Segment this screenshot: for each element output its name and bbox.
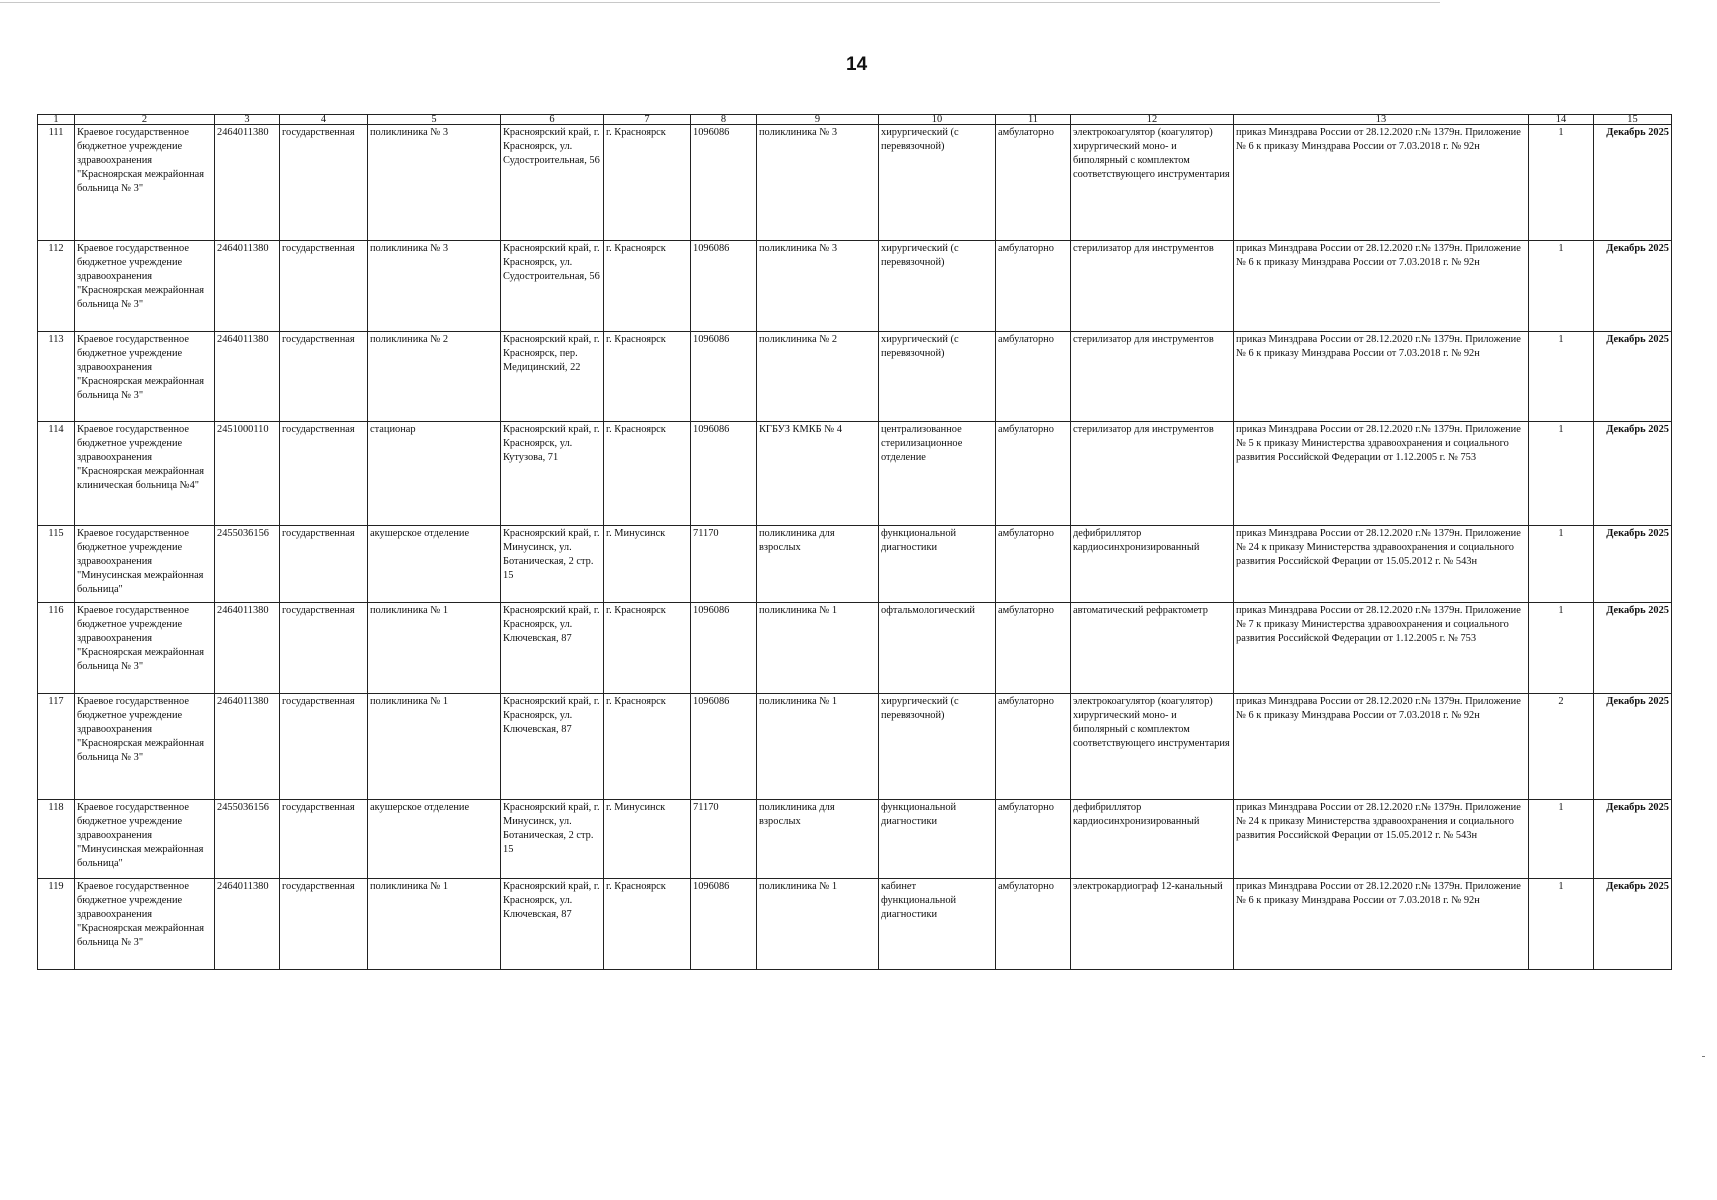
inn-code-cell: 2464011380 [215,694,280,800]
equipment-name-cell: электрокоагулятор (коагулятор) хирургический моно- и биполярный с комплектом соответствующего инструментария [1071,125,1234,241]
city-cell: г. Красноярск [604,125,691,241]
cabinet-type-cell: хирургический (с перевязочной) [879,125,996,241]
unit-name-cell: поликлиника № 3 [757,241,879,332]
equipment-name-cell: стерилизатор для инструментов [1071,332,1234,422]
header-cell: 7 [604,115,691,125]
division-name-cell: поликлиника № 3 [368,241,501,332]
table-row [38,694,1672,800]
division-name-cell: поликлиника № 1 [368,694,501,800]
inn-code-cell: 2464011380 [215,332,280,422]
legal-basis-cell: приказ Минздрава России от 28.12.2020 г.№ 1379н. Приложение № 5 к приказу Министерства здравоохранения и социального развития Российской Федерации от 1.12.2005 г. № 753 [1234,422,1529,526]
unit-name-cell: поликлиника для взрослых [757,526,879,603]
ownership-form-cell: государственная [280,241,368,332]
address-cell: Красноярский край, г. Красноярск, ул. Судостроительная, 56 [501,241,604,332]
organization-name-cell: Краевое государственное бюджетное учреждение здравоохранения "Красноярская межрайонная больница № 3" [75,241,215,332]
cabinet-type-cell: хирургический (с перевязочной) [879,694,996,800]
row-number-cell: 116 [38,603,75,694]
organization-name-cell: Краевое государственное бюджетное учреждение здравоохранения "Минусинская межрайонная больница" [75,526,215,603]
legal-basis-cell: приказ Минздрава России от 28.12.2020 г.№ 1379н. Приложение № 24 к приказу Министерства здравоохранения и социального развития Российской Ферации от 15.05.2012 г. № 543н [1234,800,1529,879]
deadline-cell: Декабрь 2025 [1594,422,1672,526]
population-cell: 1096086 [691,694,757,800]
organization-name-cell: Краевое государственное бюджетное учреждение здравоохранения "Красноярская межрайонная больница № 3" [75,879,215,970]
city-cell: г. Красноярск [604,694,691,800]
ownership-form-cell: государственная [280,800,368,879]
city-cell: г. Минусинск [604,800,691,879]
organization-name-cell: Краевое государственное бюджетное учреждение здравоохранения "Красноярская межрайонная больница № 3" [75,125,215,241]
city-cell: г. Красноярск [604,422,691,526]
header-cell: 5 [368,115,501,125]
inn-code-cell: 2464011380 [215,603,280,694]
header-cell: 3 [215,115,280,125]
ownership-form-cell: государственная [280,422,368,526]
deadline-cell: Декабрь 2025 [1594,125,1672,241]
care-mode-cell: амбулаторно [996,241,1071,332]
legal-basis-cell: приказ Минздрава России от 28.12.2020 г.№ 1379н. Приложение № 6 к приказу Минздрава России от 7.03.2018 г. № 92н [1234,332,1529,422]
cabinet-type-cell: функциональной диагностики [879,800,996,879]
inn-code-cell: 2464011380 [215,241,280,332]
deadline-cell: Декабрь 2025 [1594,526,1672,603]
care-mode-cell: амбулаторно [996,422,1071,526]
address-cell: Красноярский край, г. Красноярск, ул. Ключевская, 87 [501,603,604,694]
equipment-name-cell: электрокоагулятор (коагулятор) хирургический моно- и биполярный с комплектом соответствующего инструментария [1071,694,1234,800]
row-number-cell: 119 [38,879,75,970]
care-mode-cell: амбулаторно [996,603,1071,694]
city-cell: г. Красноярск [604,879,691,970]
table-row [38,241,1672,332]
quantity-cell: 1 [1529,422,1594,526]
city-cell: г. Красноярск [604,332,691,422]
row-number-cell: 118 [38,800,75,879]
population-cell: 1096086 [691,241,757,332]
equipment-name-cell: электрокардиограф 12-канальный [1071,879,1234,970]
population-cell: 71170 [691,526,757,603]
cabinet-type-cell: офтальмологический [879,603,996,694]
equipment-name-cell: дефибриллятор кардиосинхронизированный [1071,526,1234,603]
address-cell: Красноярский край, г. Красноярск, ул. Судостроительная, 56 [501,125,604,241]
table-row [38,800,1672,879]
deadline-cell: Декабрь 2025 [1594,332,1672,422]
care-mode-cell: амбулаторно [996,125,1071,241]
legal-basis-cell: приказ Минздрава России от 28.12.2020 г.№ 1379н. Приложение № 6 к приказу Минздрава России от 7.03.2018 г. № 92н [1234,879,1529,970]
division-name-cell: поликлиника № 2 [368,332,501,422]
legal-basis-cell: приказ Минздрава России от 28.12.2020 г.№ 1379н. Приложение № 24 к приказу Министерства здравоохранения и социального развития Российской Ферации от 15.05.2012 г. № 543н [1234,526,1529,603]
inn-code-cell: 2464011380 [215,879,280,970]
unit-name-cell: поликлиника № 3 [757,125,879,241]
deadline-cell: Декабрь 2025 [1594,241,1672,332]
city-cell: г. Красноярск [604,603,691,694]
equipment-table [37,114,1672,970]
ownership-form-cell: государственная [280,332,368,422]
address-cell: Красноярский край, г. Минусинск, ул. Ботаническая, 2 стр. 15 [501,800,604,879]
equipment-name-cell: автоматический рефрактометр [1071,603,1234,694]
header-cell: 15 [1594,115,1672,125]
deadline-cell: Декабрь 2025 [1594,800,1672,879]
population-cell: 1096086 [691,879,757,970]
unit-name-cell: КГБУЗ КМКБ № 4 [757,422,879,526]
equipment-name-cell: дефибриллятор кардиосинхронизированный [1071,800,1234,879]
row-number-cell: 114 [38,422,75,526]
division-name-cell: акушерское отделение [368,526,501,603]
row-number-cell: 115 [38,526,75,603]
ownership-form-cell: государственная [280,603,368,694]
quantity-cell: 1 [1529,800,1594,879]
row-number-cell: 112 [38,241,75,332]
quantity-cell: 1 [1529,241,1594,332]
header-cell: 13 [1234,115,1529,125]
header-cell: 2 [75,115,215,125]
legal-basis-cell: приказ Минздрава России от 28.12.2020 г.№ 1379н. Приложение № 7 к приказу Министерства здравоохранения и социального развития Российской Федерации от 1.12.2005 г. № 753 [1234,603,1529,694]
unit-name-cell: поликлиника № 1 [757,879,879,970]
quantity-cell: 1 [1529,879,1594,970]
header-cell: 10 [879,115,996,125]
address-cell: Красноярский край, г. Красноярск, пер. Медицинский, 22 [501,332,604,422]
care-mode-cell: амбулаторно [996,332,1071,422]
inn-code-cell: 2464011380 [215,125,280,241]
organization-name-cell: Краевое государственное бюджетное учреждение здравоохранения "Красноярская межрайонная больница № 3" [75,332,215,422]
column-number-row [38,115,1672,125]
city-cell: г. Красноярск [604,241,691,332]
header-cell: 6 [501,115,604,125]
table-row [38,879,1672,970]
unit-name-cell: поликлиника № 1 [757,694,879,800]
cabinet-type-cell: централизованное стерилизационное отделение [879,422,996,526]
care-mode-cell: амбулаторно [996,526,1071,603]
ownership-form-cell: государственная [280,526,368,603]
quantity-cell: 1 [1529,125,1594,241]
scan-dot [1702,1056,1705,1057]
page-number: 14 [846,54,868,75]
header-cell: 4 [280,115,368,125]
organization-name-cell: Краевое государственное бюджетное учреждение здравоохранения "Красноярская межрайонная клиническая больница №4" [75,422,215,526]
care-mode-cell: амбулаторно [996,879,1071,970]
population-cell: 71170 [691,800,757,879]
address-cell: Красноярский край, г. Минусинск, ул. Ботаническая, 2 стр. 15 [501,526,604,603]
legal-basis-cell: приказ Минздрава России от 28.12.2020 г.№ 1379н. Приложение № 6 к приказу Минздрава России от 7.03.2018 г. № 92н [1234,694,1529,800]
cabinet-type-cell: хирургический (с перевязочной) [879,241,996,332]
inn-code-cell: 2451000110 [215,422,280,526]
table-row [38,125,1672,241]
header-cell: 12 [1071,115,1234,125]
quantity-cell: 1 [1529,526,1594,603]
quantity-cell: 2 [1529,694,1594,800]
unit-name-cell: поликлиника № 2 [757,332,879,422]
cabinet-type-cell: кабинет функциональной диагностики [879,879,996,970]
cabinet-type-cell: хирургический (с перевязочной) [879,332,996,422]
ownership-form-cell: государственная [280,879,368,970]
organization-name-cell: Краевое государственное бюджетное учреждение здравоохранения "Красноярская межрайонная больница № 3" [75,603,215,694]
address-cell: Красноярский край, г. Красноярск, ул. Кутузова, 71 [501,422,604,526]
header-cell: 11 [996,115,1071,125]
population-cell: 1096086 [691,125,757,241]
ownership-form-cell: государственная [280,125,368,241]
top-scan-line [0,2,1440,3]
table-row [38,526,1672,603]
division-name-cell: поликлиника № 3 [368,125,501,241]
header-cell: 9 [757,115,879,125]
header-cell: 8 [691,115,757,125]
inn-code-cell: 2455036156 [215,526,280,603]
table-body [38,115,1672,970]
population-cell: 1096086 [691,603,757,694]
population-cell: 1096086 [691,422,757,526]
row-number-cell: 113 [38,332,75,422]
table-row [38,422,1672,526]
header-cell: 14 [1529,115,1594,125]
cabinet-type-cell: функциональной диагностики [879,526,996,603]
legal-basis-cell: приказ Минздрава России от 28.12.2020 г.№ 1379н. Приложение № 6 к приказу Минздрава России от 7.03.2018 г. № 92н [1234,125,1529,241]
deadline-cell: Декабрь 2025 [1594,879,1672,970]
legal-basis-cell: приказ Минздрава России от 28.12.2020 г.№ 1379н. Приложение № 6 к приказу Минздрава России от 7.03.2018 г. № 92н [1234,241,1529,332]
unit-name-cell: поликлиника № 1 [757,603,879,694]
division-name-cell: стационар [368,422,501,526]
row-number-cell: 117 [38,694,75,800]
table-row [38,332,1672,422]
quantity-cell: 1 [1529,603,1594,694]
care-mode-cell: амбулаторно [996,800,1071,879]
address-cell: Красноярский край, г. Красноярск, ул. Ключевская, 87 [501,694,604,800]
division-name-cell: поликлиника № 1 [368,603,501,694]
division-name-cell: акушерское отделение [368,800,501,879]
organization-name-cell: Краевое государственное бюджетное учреждение здравоохранения "Красноярская межрайонная больница № 3" [75,694,215,800]
header-cell: 1 [38,115,75,125]
equipment-name-cell: стерилизатор для инструментов [1071,241,1234,332]
organization-name-cell: Краевое государственное бюджетное учреждение здравоохранения "Минусинская межрайонная больница" [75,800,215,879]
unit-name-cell: поликлиника для взрослых [757,800,879,879]
equipment-name-cell: стерилизатор для инструментов [1071,422,1234,526]
quantity-cell: 1 [1529,332,1594,422]
division-name-cell: поликлиника № 1 [368,879,501,970]
ownership-form-cell: государственная [280,694,368,800]
address-cell: Красноярский край, г. Красноярск, ул. Ключевская, 87 [501,879,604,970]
population-cell: 1096086 [691,332,757,422]
table-row [38,603,1672,694]
deadline-cell: Декабрь 2025 [1594,694,1672,800]
inn-code-cell: 2455036156 [215,800,280,879]
row-number-cell: 111 [38,125,75,241]
city-cell: г. Минусинск [604,526,691,603]
deadline-cell: Декабрь 2025 [1594,603,1672,694]
care-mode-cell: амбулаторно [996,694,1071,800]
